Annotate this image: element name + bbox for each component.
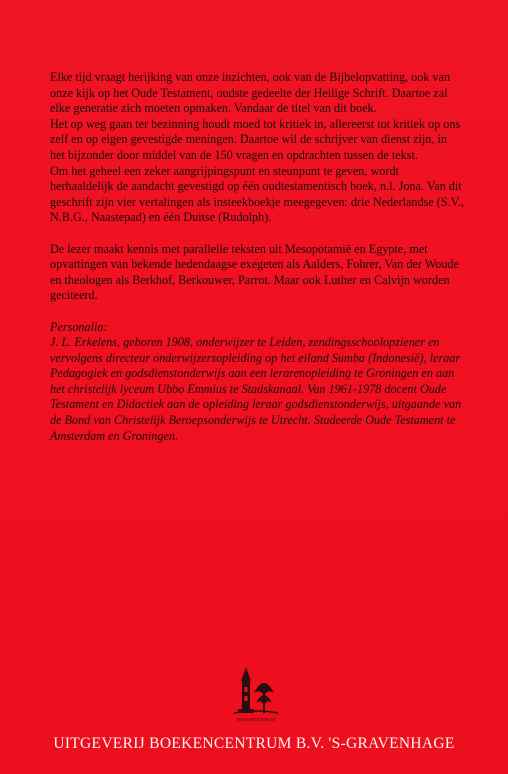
- personalia-text: J. L. Erkelens, geboren 1908, onderwijzer te Leiden, zendingsschoolopziener en vervolgens directeur onderwijzersopleiding op het eiland Sumba (Indonesië), leraar Pedagogiek en godsdienstonderwijs aan een lerarenopleiding te Groningen en aan het christelijk lyceum Ubbo Emmius te Stadskanaal. Van 1961-1978 docent Oude Testament en Didactiek aan de opleiding leraar godsdienstonderwijs, uitgaande van de Bond van Christelijk Beroepsonderwijs te Utrecht. Studeerde Oude Testament te Amsterdam en Groningen.: [50, 335, 462, 443]
- paragraph-3: Om het geheel een zeker aangrijpingspunt en steunpunt te geven, wordt herhaaldelijk de aandacht gevestigd op één oudtestamentisch boek, n.l. Jona. Van dit geschrift zijn vier vertalingen als insteekboekje meegegeven: drie Nederlandse (S.V., N.B.G., Naastepad) en één Duitse (Rudolph).: [50, 163, 464, 225]
- emblem-caption: BOEKENCENTRUM: [237, 717, 275, 722]
- publisher-line: UITGEVERIJ BOEKENCENTRUM B.V. 'S-GRAVENHAGE: [53, 735, 455, 752]
- personalia-heading: Personalia:: [50, 319, 108, 334]
- paragraph-2: Het op weg gaan ter bezinning houdt moed tot kritiek in, allereerst tot kritiek op ons zelf en op eigen gevestigde meningen. Daartoe wil de schrijver van dienst zijn, in het bijzonder door middel van de 150 vragen en opdrachten tussen de tekst.: [50, 116, 461, 162]
- spacer: [50, 226, 464, 242]
- blurb-text: [50, 70, 464, 444]
- paragraph-1: Elke tijd vraagt herijking van onze inzichten, ook van de Bijbelopvatting, ook van onze kijk op het Oude Testament, oudste gedeelte der Heilige Schrift. Daartoe zal elke generatie zich moeten opmaken. Vandaar de titel van dit boek.: [50, 70, 451, 116]
- paragraph-4: De lezer maakt kennis met parallelle teksten uit Mesopotamië en Egypte, met opvattingen van bekende hedendaagse exegeten als Aalders, Fohrer, Van der Woude en theologen als Berkhof, Berkouwer, Parrot. Maar ook Luther en Calvijn worden geciteerd.: [50, 241, 459, 303]
- spacer: [50, 304, 464, 320]
- publisher-emblem-icon: [228, 663, 284, 725]
